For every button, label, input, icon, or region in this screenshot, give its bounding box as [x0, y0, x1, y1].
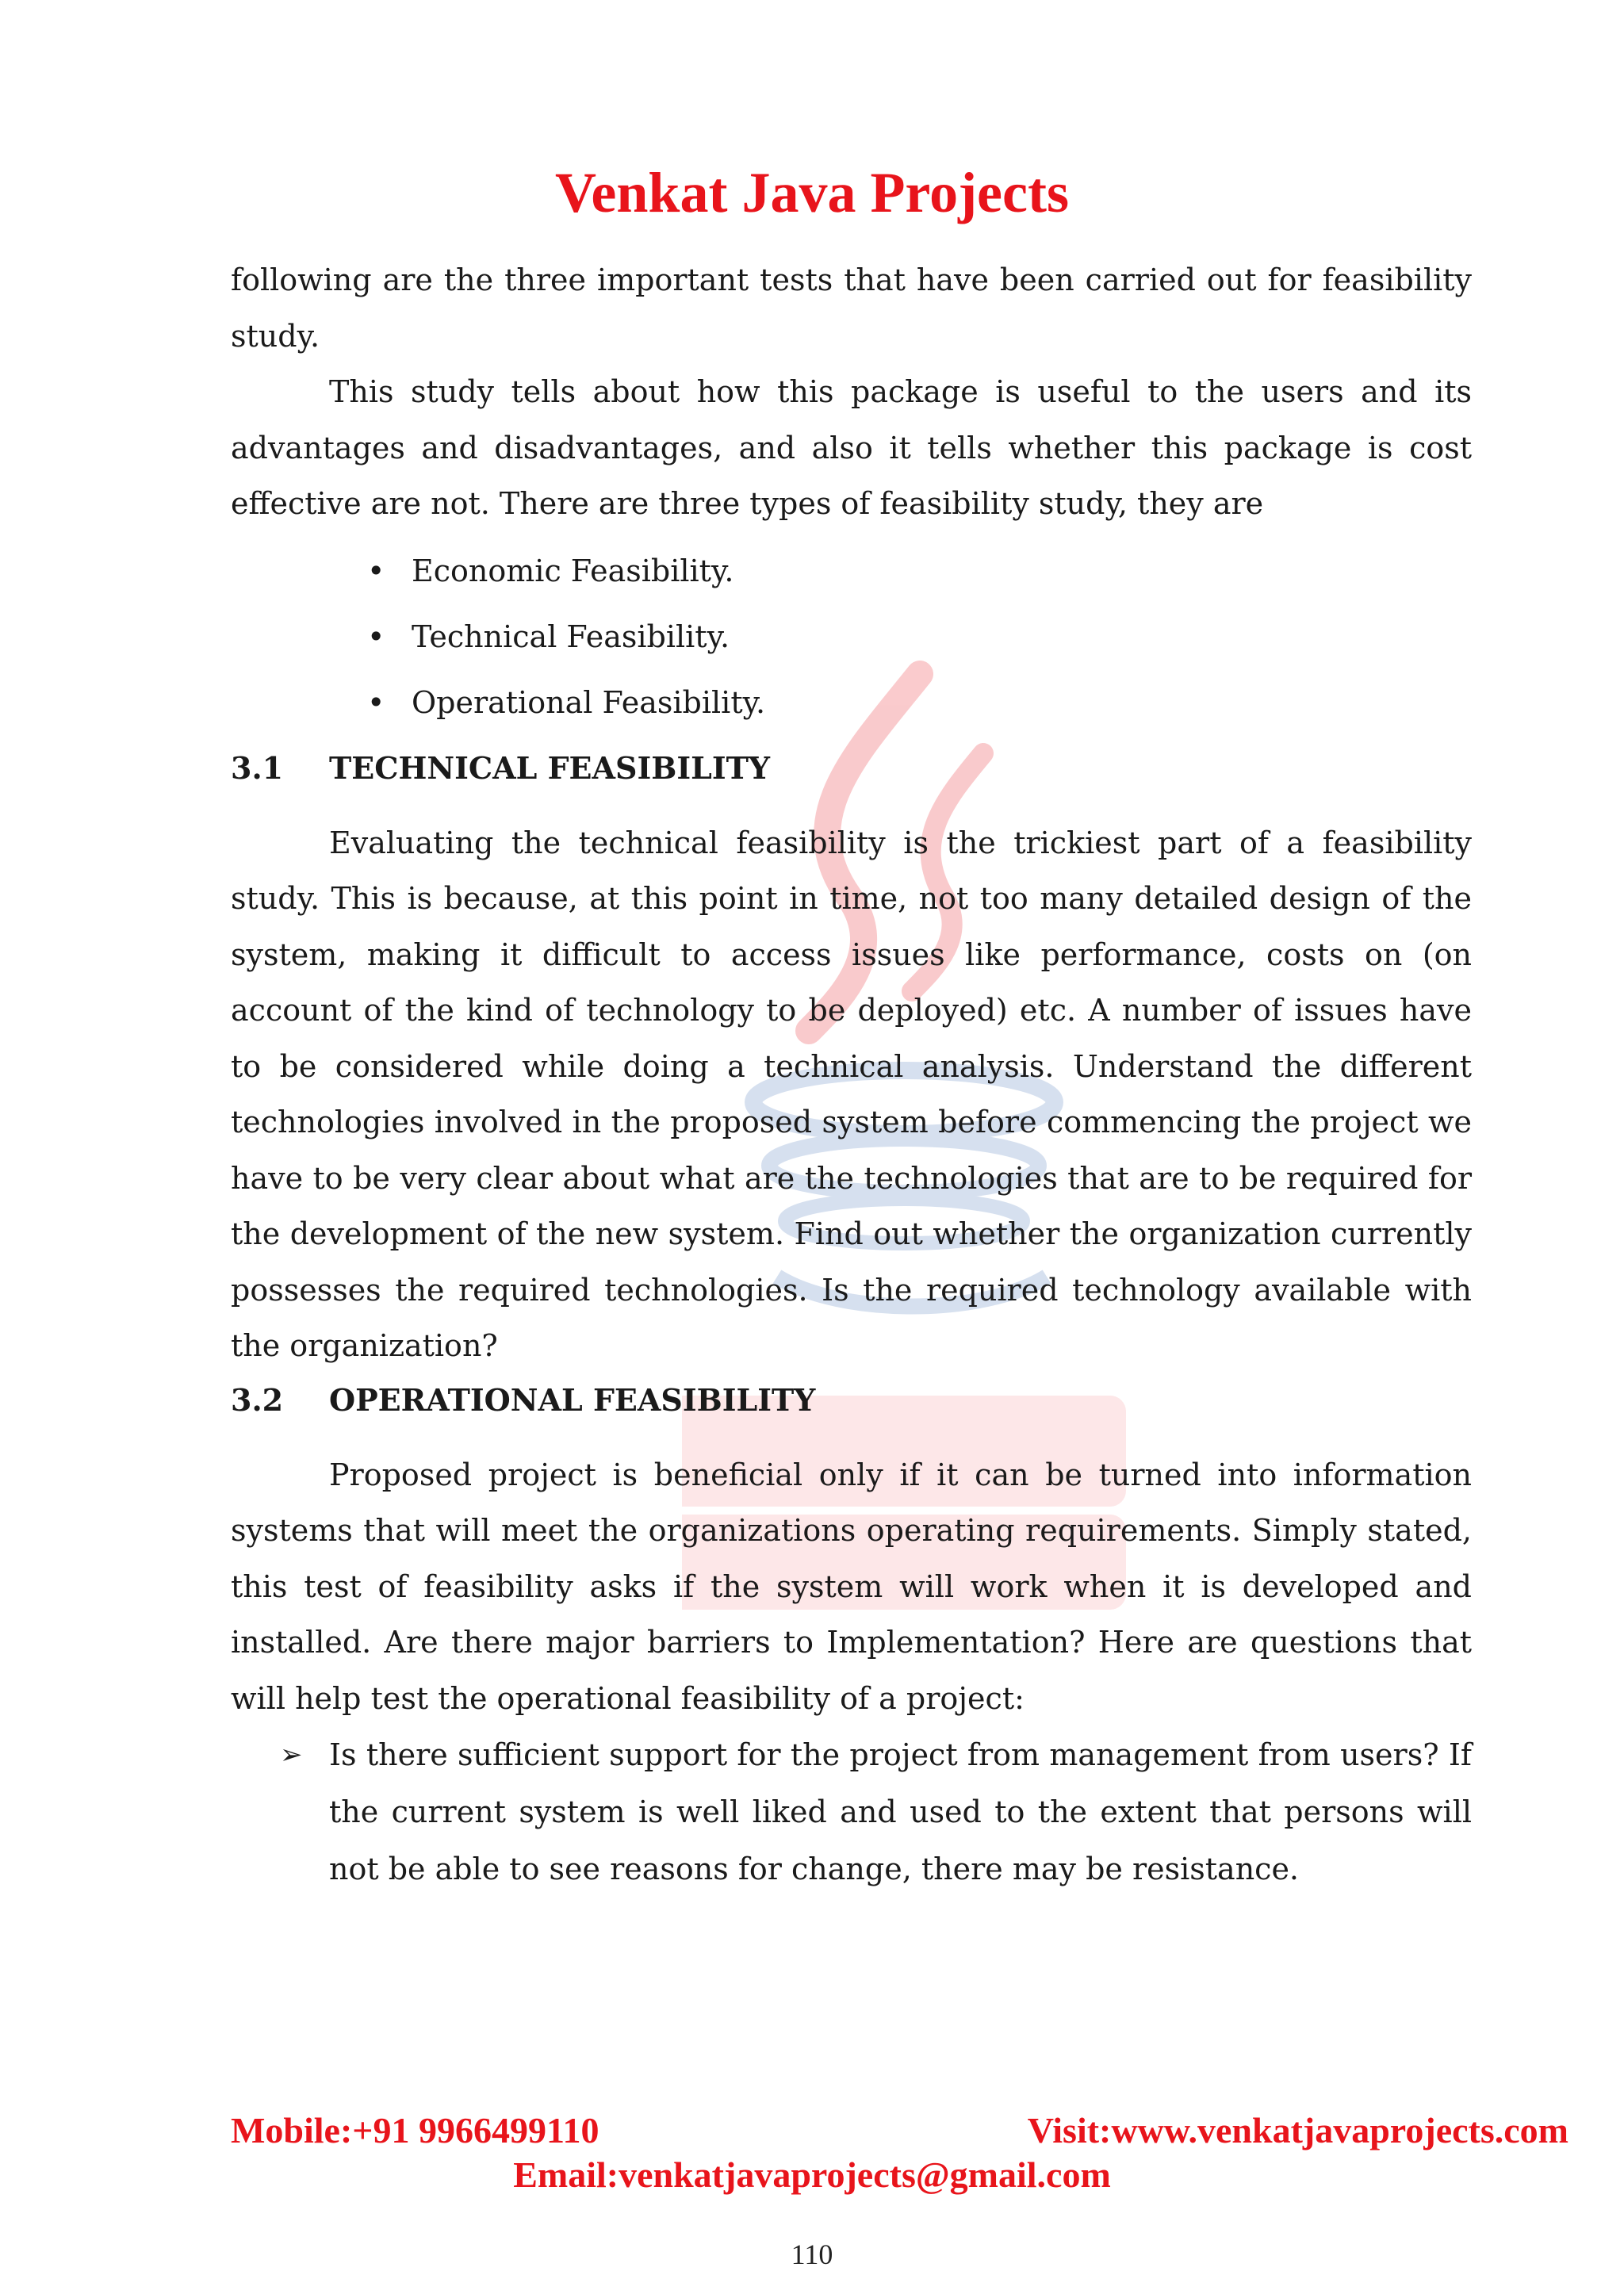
arrow-bullet-icon: ➢	[280, 1739, 303, 1771]
operational-feasibility-paragraph: Proposed project is beneficial only if it can be turned into information systems that will meet the organizations operating requirements. Simply stated, this test of feasibility asks if the system will work when it is developed and installed. Are there major barriers to Implementation? Here are questions that will help test the operational feasibility of a project:	[231, 1457, 1472, 1716]
bullet-dot-icon: •	[367, 684, 385, 720]
list-item: ➢ Is there sufficient support for the project from management from users? If the current system is well liked and used to the extent that persons will not be able to see reasons for change, there may be resistance.	[231, 1726, 1472, 1898]
intro-paragraph-1: following are the three important tests that have been carried out for feasibility study.	[231, 262, 1472, 354]
operational-questions-list	[231, 1726, 1472, 1898]
footer-website: Visit:www.venkatjavaprojects.com	[1027, 2110, 1568, 2150]
technical-feasibility-paragraph: Evaluating the technical feasibility is the trickiest part of a feasibility study. This is because, at this point in time, not too many detailed design of the system, making it difficult to access issues like performance, costs on (on account of the kind of technology to be deployed) etc. A number of issues have to be considered while doing a technical analysis. Understand the different technologies involved in the proposed system before commencing the project we have to be very clear about what are the technologies that are to be required for the development of the new system. Find out whether the organization currently possesses the required technologies. Is the required technology available with the organization?	[231, 825, 1472, 1363]
header-title: Venkat Java Projects	[555, 161, 1069, 224]
section-title: OPERATIONAL FEASIBILITY	[329, 1381, 816, 1418]
list-item: • Economic Feasibility.	[231, 551, 1472, 591]
section-heading-3-1	[231, 749, 1472, 788]
page-number: 110	[791, 2238, 833, 2270]
list-item: • Operational Feasibility.	[231, 683, 1472, 722]
section-title: TECHNICAL FEASIBILITY	[329, 749, 771, 786]
intro-paragraph-2: This study tells about how this package is useful to the users and its advantages and disadvantages, and also it tells whether this package is cost effective are not. There are three types of feasibility study, they are	[231, 374, 1472, 521]
section-heading-3-2	[231, 1381, 1472, 1420]
bullet-dot-icon: •	[367, 553, 385, 588]
page-content	[231, 252, 1472, 1898]
bullet-dot-icon: •	[367, 618, 385, 654]
footer-mobile: Mobile:+91 9966499110	[231, 2110, 599, 2150]
list-item: • Technical Feasibility.	[231, 617, 1472, 657]
feasibility-types-list	[231, 551, 1472, 722]
section-number: 3.2	[231, 1381, 284, 1418]
footer-email: Email:venkatjavaprojects@gmail.com	[513, 2154, 1111, 2195]
section-number: 3.1	[231, 749, 284, 786]
